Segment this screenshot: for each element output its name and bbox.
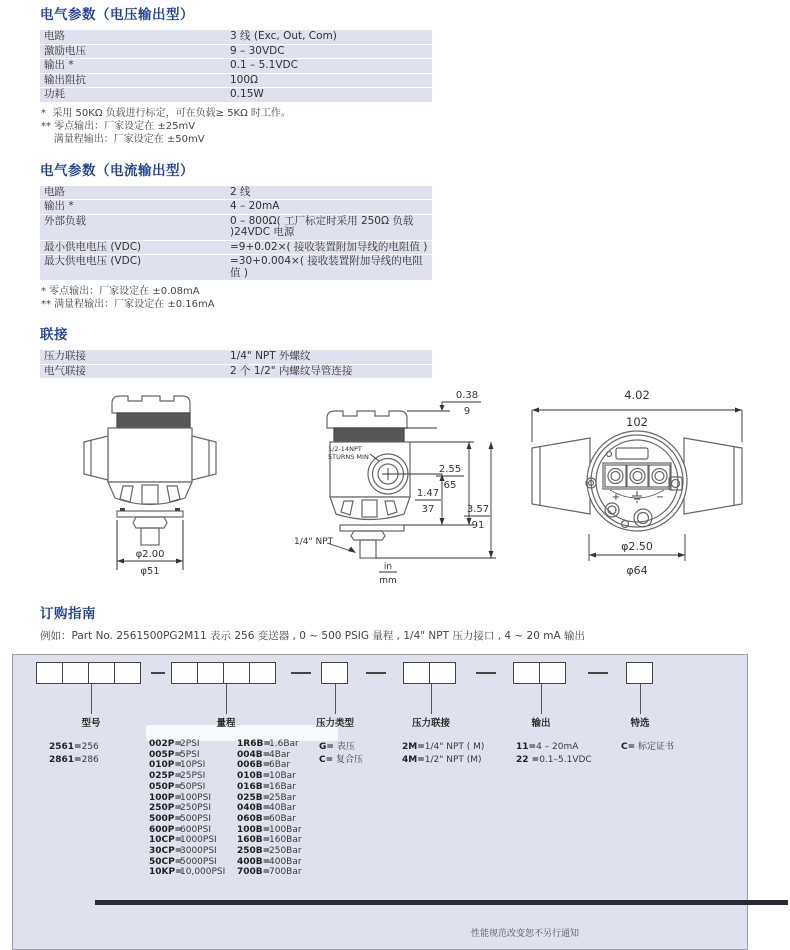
dash-separator [366, 672, 386, 674]
row-value: 2 线 [230, 185, 251, 198]
range-row: 050P=50PSI 016B=16Bar [149, 781, 296, 792]
part-number-group-range [172, 662, 276, 684]
dash-separator [291, 672, 311, 674]
pressure-connection-options [402, 741, 484, 767]
unit-inch-label: in [383, 562, 393, 572]
note-line: ** 零点输出：厂家设定在 ±25mV [41, 120, 196, 132]
ordering-section [0, 602, 790, 643]
row-value: 100Ω [230, 73, 259, 86]
part-number-cell [249, 662, 276, 684]
option-line: 2861=286 [49, 755, 99, 765]
group-label-model: 型号 [81, 718, 101, 729]
output-options [516, 741, 592, 767]
dim-dia-inch: φ2.50 [621, 540, 653, 553]
terminal-minus-sign: − [655, 492, 665, 503]
thread-spec-label-line1: 1/2-14NPT [328, 445, 362, 453]
part-number-cell [403, 662, 430, 684]
connection-section [40, 323, 790, 378]
table-row [40, 241, 432, 255]
part-number-cell [114, 662, 141, 684]
top-view-drawing [512, 384, 762, 602]
row-value: 1/4" NPT 外螺纹 [230, 350, 311, 362]
range-row: 005P=5PSI 004B=4Bar [149, 749, 291, 760]
table-row [40, 365, 432, 379]
note-line: 满量程输出：厂家设定在 ±50mV [41, 133, 205, 145]
part-number-group-special [627, 662, 653, 684]
part-number-group-pressure-connection [404, 662, 456, 684]
part-number-cell [513, 662, 540, 684]
row-label: 最大供电电压 (VDC) [44, 255, 142, 267]
front-dim-mm: φ51 [140, 566, 160, 577]
table-row [40, 30, 432, 44]
row-value: 0.15W [230, 88, 264, 100]
part-number-group-model [37, 662, 141, 684]
option-line: 4M=1/2" NPT (M) [402, 755, 482, 765]
dash-separator [588, 672, 608, 674]
dim-total-mm: 91 [471, 520, 485, 531]
table-row [40, 59, 432, 73]
table-row [40, 45, 432, 59]
part-number-cell [223, 662, 250, 684]
part-number-cell [626, 662, 653, 684]
part-number-cell [62, 662, 89, 684]
part-number-cell [36, 662, 63, 684]
option-line: C= 复合压 [319, 755, 364, 765]
unit-mm-label: mm [379, 576, 397, 586]
group-label-pressure-connection: 压力联接 [411, 718, 451, 729]
current-spec-table [40, 186, 432, 281]
row-label: 输出阻抗 [44, 73, 86, 86]
front-dim-inch: φ2.00 [135, 549, 165, 560]
dash-separator [151, 672, 165, 674]
note-line: * 采用 50KΩ 负载进行标定，可在负载≥ 5KΩ 时工作。 [41, 107, 291, 119]
voltage-section-title: 电气参数（电压输出型） [40, 7, 194, 23]
table-row [40, 186, 432, 200]
row-label: 功耗 [44, 88, 65, 100]
side-view-drawing [282, 384, 532, 602]
dim-cap-inch: 0.38 [455, 390, 479, 401]
dim-total-inch: 3.57 [466, 504, 490, 515]
terminal-plus-sign: + [611, 492, 621, 503]
range-row: 100P=100PSI 025B=25Bar [149, 792, 296, 803]
row-label: 最小供电电压 (VDC) [44, 240, 142, 253]
option-line: 22 =0.1–5.1VDC [516, 755, 592, 765]
dim-width-mm: 102 [626, 415, 648, 429]
row-value: 0 – 800Ω( 工厂标定时采用 250Ω 负载 )24VDC 电源 [230, 214, 414, 238]
current-section-title: 电气参数（电流输出型） [40, 162, 194, 179]
special-options [621, 741, 674, 754]
connector-line [335, 684, 336, 714]
voltage-spec-table [40, 30, 432, 102]
current-notes [41, 285, 790, 311]
range-row: 50CP=5000PSI 400B=400Bar [149, 856, 302, 867]
row-label: 电路 [44, 30, 65, 42]
row-value: 4 – 20mA [230, 200, 280, 212]
dim-port-mm: 37 [421, 504, 435, 515]
dim-cap-mm: 9 [463, 406, 471, 417]
row-label: 电路 [44, 185, 65, 198]
row-value: 2 个 1/2" 内螺纹导管连接 [230, 364, 353, 377]
connection-spec-table [40, 350, 432, 378]
range-row: 010P=10PSI 006B=6Bar [149, 760, 291, 771]
range-row: 30CP=3000PSI 250B=250Bar [149, 846, 302, 857]
row-label: 激励电压 [44, 44, 86, 57]
drawings-row [0, 384, 790, 602]
part-number-cell [539, 662, 566, 684]
table-row [40, 200, 432, 214]
dim-width-inch: 4.02 [624, 388, 650, 402]
option-line: 11=4 – 20mA [516, 742, 579, 752]
table-row [40, 255, 432, 280]
current-params-section [40, 159, 790, 312]
row-label: 压力联接 [44, 350, 86, 362]
option-line: C= 标定证书 [621, 742, 675, 752]
row-value: 9 – 30VDC [230, 44, 285, 57]
option-line: 2561=256 [49, 742, 99, 752]
voltage-notes [41, 107, 790, 146]
part-number-cell [321, 662, 348, 684]
row-label: 输出 * [44, 200, 74, 212]
port-thread-label: 1/4" NPT [294, 537, 334, 547]
row-value: 0.1 – 5.1VDC [230, 59, 298, 71]
connector-line [640, 684, 641, 714]
ordering-title: 订购指南 [40, 606, 96, 622]
table-row [40, 350, 432, 364]
row-label: 外部负载 [44, 214, 86, 227]
thread-spec-label-line2: 5TURNS MIN [328, 453, 369, 461]
table-row [40, 88, 432, 102]
range-row: 10KP=10,000PSI 700B=700Bar [149, 867, 302, 878]
range-row: 10CP=1000PSI 160B=160Bar [149, 835, 302, 846]
pressure-type-options [319, 741, 363, 767]
dim-port-inch: 1.47 [416, 488, 440, 499]
part-number-group-output [514, 662, 566, 684]
connection-section-title: 联接 [40, 327, 68, 343]
note-line: ** 满量程输出：厂家设定在 ±0.16mA [41, 299, 215, 310]
dim-body-inch: 2.55 [438, 464, 462, 475]
row-label: 电气联接 [44, 364, 86, 377]
range-row: 250P=250PSI 040B=40Bar [149, 803, 296, 814]
ordering-example: 例如：Part No. 2561500PG2M11 表示 256 变送器 , 0 ~ 500 PSIG 量程 , 1/4" NPT 压力接口 , 4 ~ 20 mA 输出 [40, 630, 585, 642]
group-label-output: 输出 [531, 718, 551, 729]
range-row: 500P=500PSI 060B=60Bar [149, 813, 296, 824]
connector-line [91, 684, 92, 714]
row-value: =30+0.004×( 接收装置附加导线的电阻值 ) [230, 255, 423, 279]
range-row: 002P=2PSI 1R6B=1.6Bar [149, 739, 299, 749]
dash-separator [476, 672, 496, 674]
option-line: 2M=1/4" NPT ( M) [402, 742, 485, 752]
group-label-special: 特选 [630, 718, 650, 729]
note-line: * 零点输出：厂家设定在 ±0.08mA [41, 286, 200, 297]
front-view-drawing [60, 384, 290, 602]
range-options [149, 739, 302, 878]
row-value: =9+0.02×( 接收装置附加导线的电阻值 ) [230, 240, 428, 253]
page-footer-bar [95, 900, 788, 905]
range-row: 025P=25PSI 010B=10Bar [149, 771, 296, 782]
spec-change-footnote: 性能规范改变恕不另行通知 [471, 929, 580, 939]
table-row [40, 74, 432, 88]
row-value: 3 线 (Exc, Out, Com) [230, 30, 337, 42]
part-number-cell [197, 662, 224, 684]
part-number-cell [88, 662, 115, 684]
dim-body-mm: 65 [443, 480, 457, 491]
part-number-group-pressure-type [322, 662, 348, 684]
ordering-diagram [12, 654, 748, 950]
model-options [49, 741, 99, 767]
connector-line [541, 684, 542, 714]
connector-line [226, 684, 227, 714]
page [0, 0, 790, 378]
voltage-params-section [40, 3, 790, 146]
option-line: G= 表压 [319, 742, 355, 752]
group-label-pressure-type: 压力类型 [315, 718, 355, 729]
dim-dia-mm: φ64 [626, 564, 648, 577]
table-row [40, 215, 432, 240]
group-label-range: 量程 [216, 718, 236, 729]
range-row: 600P=600PSI 100B=100Bar [149, 824, 302, 835]
part-number-cell [429, 662, 456, 684]
connector-line [431, 684, 432, 714]
row-label: 输出 * [44, 59, 74, 71]
part-number-cell [171, 662, 198, 684]
